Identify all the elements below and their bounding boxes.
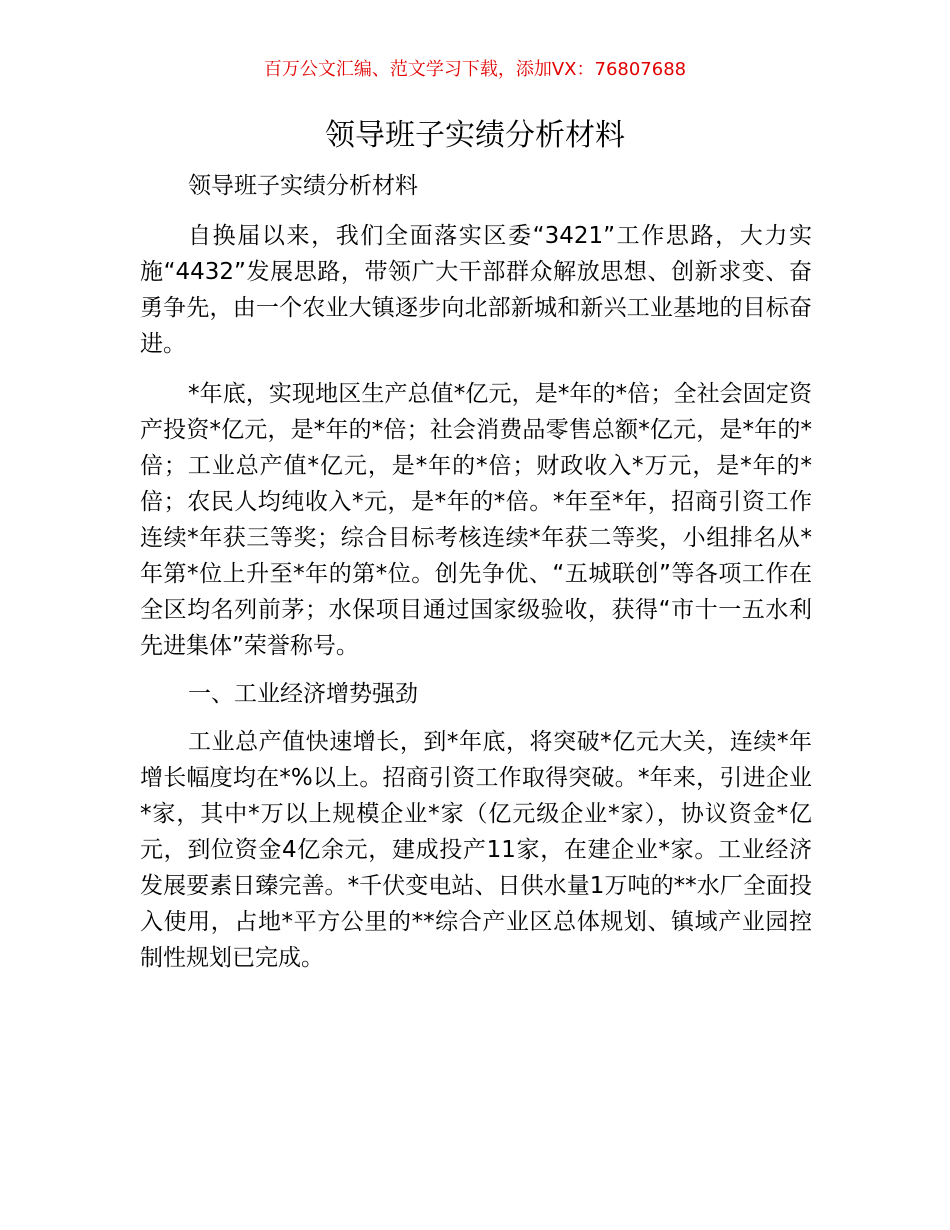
intro-paragraph: 自换届以来，我们全面落实区委“3421”工作思路，大力实施“4432”发展思路，带领广大干部群众解放思想、创新求变、奋勇争先，由一个农业大镇逐步向北部新城和新兴工业基地的目标奋进。 [140,223,812,357]
industry-paragraph: 工业总产值快速增长，到*年底，将突破*亿元大关，连续*年增长幅度均在*%以上。招商引资工作取得突破。*年来，引进企业*家，其中*万以上规模企业*家（亿元级企业*家），协议资金*亿元，到位资金4亿余元，建成投产11家，在建企业*家。工业经济发展要素日臻完善。*千伏变电站、日供水量1万吨的**水厂全面投入使用，占地*平方公里的**综合产业区总体规划、镇域产业园控制性规划已完成。 [140,729,812,971]
achievements-paragraph: *年底，实现地区生产总值*亿元，是*年的*倍；全社会固定资产投资*亿元，是*年的*倍；社会消费品零售总额*亿元，是*年的*倍；工业总产值*亿元，是*年的*倍；财政收入*万元，是*年的*倍；农民人均纯收入*元，是*年的*倍。*年至*年，招商引资工作连续*年获三等奖；综合目标考核连续*年获二等奖，小组排名从*年第*位上升至*年的第*位。创先争优、“五城联创”等各项工作在全区均名列前茅；水保项目通过国家级验收，获得“市十一五水利先进集体”荣誉称号。 [140,381,812,659]
document-body [140,168,812,976]
header-watermark-note: 百万公文汇编、范文学习下载，添加VX：76807688 [263,59,687,80]
subtitle-paragraph: 领导班子实绩分析材料 [188,173,418,199]
document-title: 领导班子实绩分析材料 [325,118,625,153]
section-heading-industry: 一、工业经济增势强劲 [188,681,418,707]
